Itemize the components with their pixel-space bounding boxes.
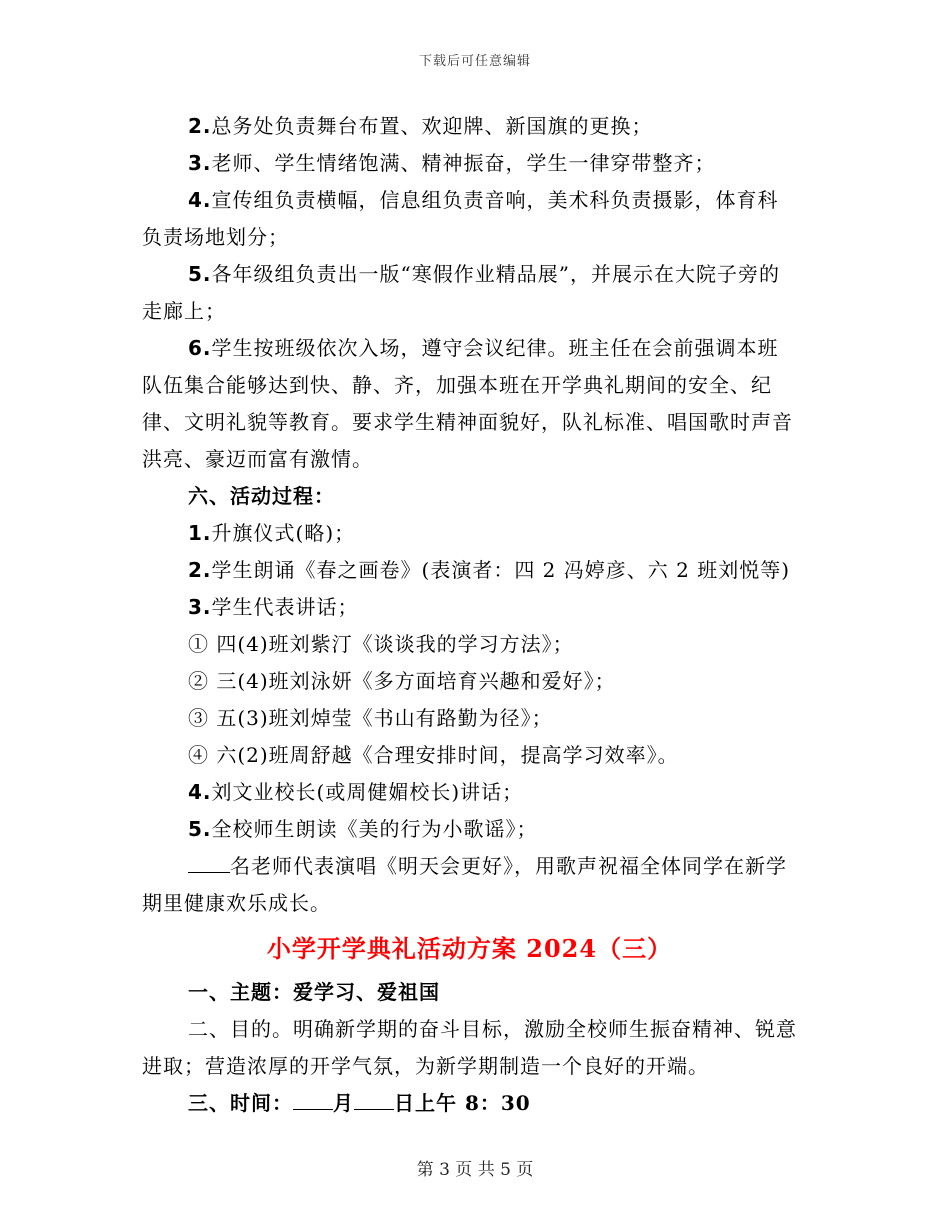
process-item-3: 3.学生代表讲话； xyxy=(188,595,359,619)
closing-paragraph: 名老师代表演唱《明天会更好》，用歌声祝福全体同学在新学期里健康欢乐成长。 xyxy=(142,854,787,915)
speaker-4: ④ 六(2)班周舒越《合理安排时间，提高学习效率》。 xyxy=(188,743,679,767)
process-item-4: 4.刘文业校长(或周健媚校长)讲话； xyxy=(188,780,524,804)
fill-blank xyxy=(188,872,230,873)
theme-line: 一、主题：爱学习、爱祖国 xyxy=(188,980,440,1004)
speaker-3: ③ 五(3)班刘焯莹《书山有路勤为径》； xyxy=(188,706,553,730)
item-2: 2.总务处负责舞台布置、欢迎牌、新国旗的更换； xyxy=(188,114,653,138)
purpose-paragraph: 二、目的。明确新学期的奋斗目标，激励全校师生振奋精神、锐意进取；营造浓厚的开学气氛，为新学期制造一个良好的开端。 xyxy=(142,1017,797,1078)
section-6-heading: 六、活动过程： xyxy=(188,484,335,508)
item-6: 6.学生按班级依次入场，遵守会议纪律。班主任在会前强调本班队伍集合能够达到快、静、齐，加强本班在开学典礼期间的安全、纪律、文明礼貌等教育。要求学生精神面貌好，队礼标准、唱国歌时声音洪亮、豪迈而富有激情。 xyxy=(142,336,793,471)
speaker-1: ① 四(4)班刘紫汀《谈谈我的学习方法》； xyxy=(188,632,574,656)
process-item-1: 1.升旗仪式(略)； xyxy=(188,521,356,545)
page-header-note: 下载后可任意编辑 xyxy=(418,54,531,69)
process-item-2: 2.学生朗诵《春之画卷》(表演者：四 2 冯婷彦、六 2 班刘悦等) xyxy=(188,558,790,582)
speaker-2: ② 三(4)班刘泳妍《多方面培育兴趣和爱好》； xyxy=(188,669,616,693)
page-footer-number: 第 3 页 共 5 页 xyxy=(416,1160,534,1180)
item-4: 4.宣传组负责横幅，信息组负责音响，美术科负责摄影，体育科负责场地划分； xyxy=(142,188,779,249)
item-3: 3.老师、学生情绪饱满、精神振奋，学生一律穿带整齐； xyxy=(188,151,716,175)
document-body xyxy=(142,108,797,1122)
item-5: 5.各年级组负责出一版“寒假作业精品展”，并展示在大院子旁的走廊上； xyxy=(142,262,780,323)
process-item-5: 5.全校师生朗读《美的行为小歌谣》； xyxy=(188,817,538,841)
section-title: 小学开学典礼活动方案 2024（三） xyxy=(266,934,673,963)
month-blank xyxy=(293,1109,333,1110)
day-blank xyxy=(354,1109,394,1110)
time-line: 三、时间： 月 日上午 8：30 xyxy=(188,1091,531,1115)
